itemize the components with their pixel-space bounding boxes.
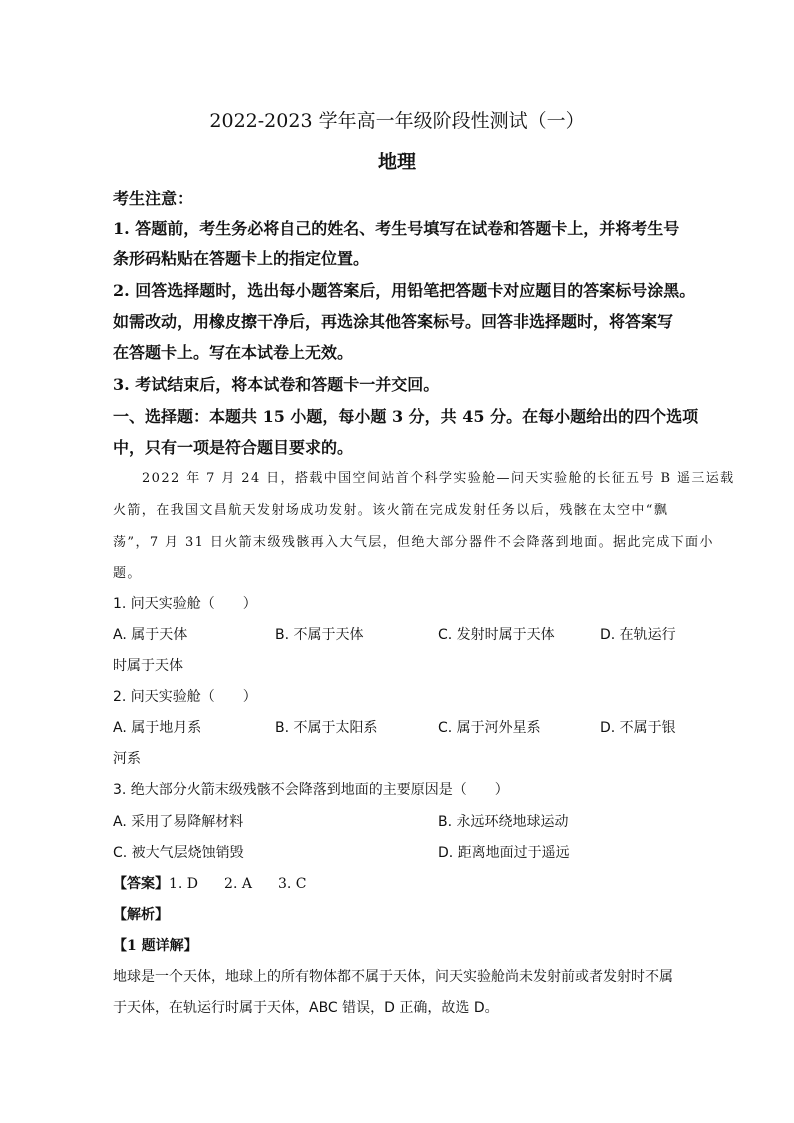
question-stem: 2. 问天实验舱（ ） [113, 689, 257, 705]
subject-title: 地理 [377, 151, 416, 173]
section-heading: 中，只有一项是符合题目要求的。 [113, 438, 354, 457]
passage-line: 题。 [113, 566, 142, 581]
question-option: A. 属于天体 [113, 627, 188, 643]
notice-line: 在答题卡上。写在本试卷上无效。 [113, 343, 354, 362]
page-title: 2022-2023 学年高一年级阶段性测试（一） [209, 110, 585, 132]
analysis-line: 地球是一个天体，地球上的所有物体都不属于天体，问天实验舱尚未发射前或者发射时不属 [113, 969, 673, 985]
analysis-subheading-text: 【1 题详解】 [113, 938, 198, 954]
question-option: B. 不属于太阳系 [275, 720, 378, 736]
answer-value: 1. D [169, 876, 199, 892]
answer-value: 2. A [224, 876, 252, 892]
question-stem: 3. 绝大部分火箭末级残骸不会降落到地面的主要原因是（ ） [113, 782, 509, 798]
answer-line [113, 873, 307, 893]
question-option: C. 属于河外星系 [438, 720, 541, 736]
question-option: C. 被大气层烧蚀销毁 [113, 845, 244, 861]
question-option: A. 属于地月系 [113, 720, 202, 736]
analysis-line: 于天体，在轨运行时属于天体，ABC 错误，D 正确，故选 D。 [113, 1000, 499, 1016]
notice-line: 如需改动，用橡皮擦干净后，再选涂其他答案标号。回答非选择题时，将答案写 [113, 312, 674, 331]
question-option: D. 在轨运行 [600, 627, 676, 643]
question-option: B. 永远环绕地球运动 [438, 814, 569, 830]
analysis-heading-text: 【解析】 [113, 907, 169, 923]
section-heading: 一、选择题：本题共 15 小题，每小题 3 分，共 45 分。在每小题给出的四个选项 [113, 407, 699, 426]
notice-line: 2. 回答选择题时，选出每小题答案后，用铅笔把答题卡对应题目的答案标号涂黑。 [113, 281, 696, 300]
question-option: C. 发射时属于天体 [438, 627, 555, 643]
question-option-wrap: 时属于天体 [113, 658, 183, 674]
question-option-wrap: 河系 [113, 751, 141, 767]
analysis-heading [113, 904, 169, 924]
answer-value: 3. C [277, 876, 307, 892]
analysis-subheading [113, 935, 198, 955]
question-stem: 1. 问天实验舱（ ） [113, 596, 257, 612]
notice-heading: 考生注意： [113, 189, 194, 208]
passage-line: 火箭，在我国文昌航天发射场成功发射。该火箭在完成发射任务以后，残骸在太空中“飘 [113, 503, 669, 518]
question-option: B. 不属于天体 [275, 627, 364, 643]
answer-label: 【答案】 [113, 876, 169, 892]
passage-line: 荡”，7 月 31 日火箭末级残骸再入大气层，但绝大部分器件不会降落到地面。据此完成下面小 [113, 535, 714, 550]
notice-line: 条形码粘贴在答题卡上的指定位置。 [113, 249, 370, 268]
question-option: D. 不属于银 [600, 720, 676, 736]
question-option: D. 距离地面过于遥远 [438, 845, 570, 861]
notice-line: 3. 考试结束后，将本试卷和答题卡一并交回。 [113, 375, 440, 394]
passage-line: 2022 年 7 月 24 日，搭载中国空间站首个科学实验舱—问天实验舱的长征五号 B 遥三运载 [142, 471, 735, 486]
notice-line: 1. 答题前，考生务必将自己的姓名、考生号填写在试卷和答题卡上，并将考生号 [113, 219, 680, 238]
question-option: A. 采用了易降解材料 [113, 814, 244, 830]
